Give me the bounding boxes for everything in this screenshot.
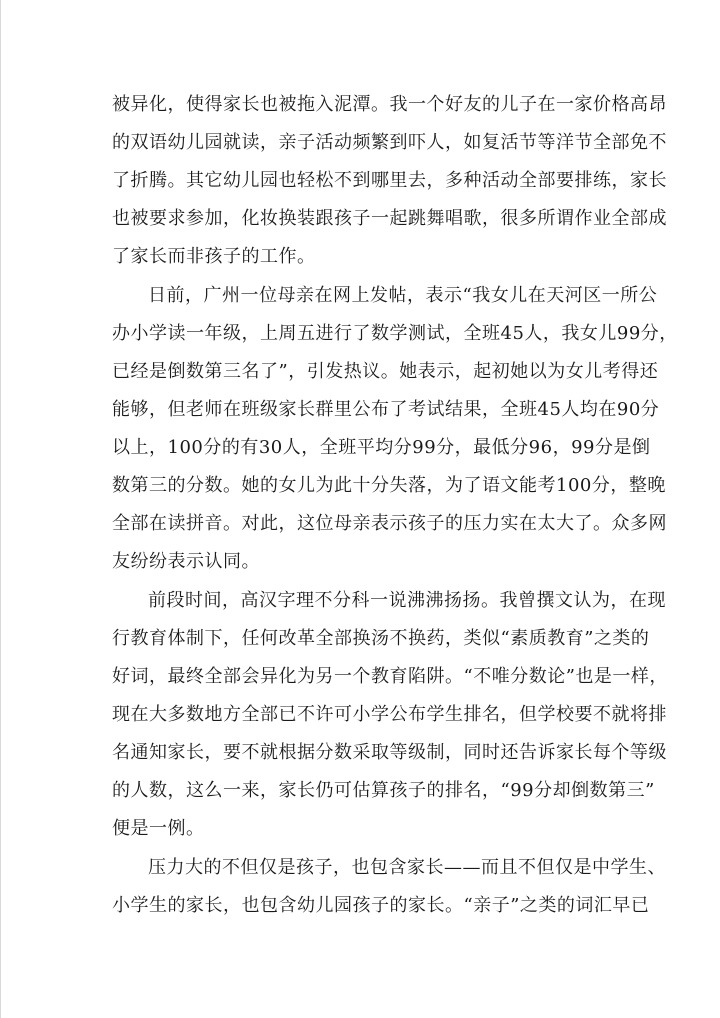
text-line: 的人数，这么一来，家长仍可估算孩子的排名，“99分却倒数第三” <box>112 780 655 801</box>
text-line: 名通知家长，要不就根据分数采取等级制，同时还告诉家长每个等级 <box>112 742 667 763</box>
text-line: 了家长而非孩子的工作。 <box>112 246 316 267</box>
text-line: 也被要求参加，化妆换装跟孩子一起跳舞唱歌，很多所谓作业全部成 <box>112 208 667 229</box>
text-line: 已经是倒数第三名了”，引发热议。她表示，起初她以为女儿考得还 <box>112 361 659 382</box>
text-line: 便是一例。 <box>112 818 205 839</box>
text-line: 现在大多数地方全部已不许可小学公布学生排名，但学校要不就将排 <box>112 704 667 725</box>
text-line: 的双语幼儿园就读，亲子活动频繁到吓人，如复活节等洋节全部免不 <box>112 132 667 153</box>
text-line: 数第三的分数。她的女儿为此十分失落，为了语文能考100分，整晚 <box>112 475 666 496</box>
paragraph-first-line: 日前，广州一位母亲在网上发帖，表示“我女儿在天河区一所公 <box>148 285 658 306</box>
text-line: 办小学读一年级，上周五进行了数学测试，全班45人，我女儿99分， <box>112 323 678 344</box>
text-line: 全部在读拼音。对此，这位母亲表示孩子的压力实在太大了。众多网 <box>112 513 667 534</box>
text-line: 以上，100分的有30人，全班平均分99分，最低分96，99分是倒 <box>112 437 651 458</box>
text-line: 好词，最终全部会异化为另一个教育陷阱。“不唯分数论”也是一样， <box>112 666 668 687</box>
text-line: 被异化，使得家长也被拖入泥潭。我一个好友的儿子在一家价格高昂 <box>112 94 667 115</box>
text-line: 了折腾。其它幼儿园也轻松不到哪里去，多种活动全部要排练，家长 <box>112 170 667 191</box>
text-line: 友纷纷表示认同。 <box>112 551 260 572</box>
text-line: 行教育体制下，任何改革全部换汤不换药，类似“素质教育”之类的 <box>112 628 650 649</box>
text-line: 小学生的家长，也包含幼儿园孩子的家长。“亲子”之类的词汇早已 <box>112 895 650 916</box>
paragraph-first-line: 压力大的不但仅是孩子，也包含家长——而且不但仅是中学生、 <box>148 857 666 878</box>
paragraph-first-line: 前段时间，高汉字理不分科一说沸沸扬扬。我曾撰文认为，在现 <box>148 590 666 611</box>
text-line: 能够，但老师在班级家长群里公布了考试结果，全班45人均在90分 <box>112 399 660 420</box>
